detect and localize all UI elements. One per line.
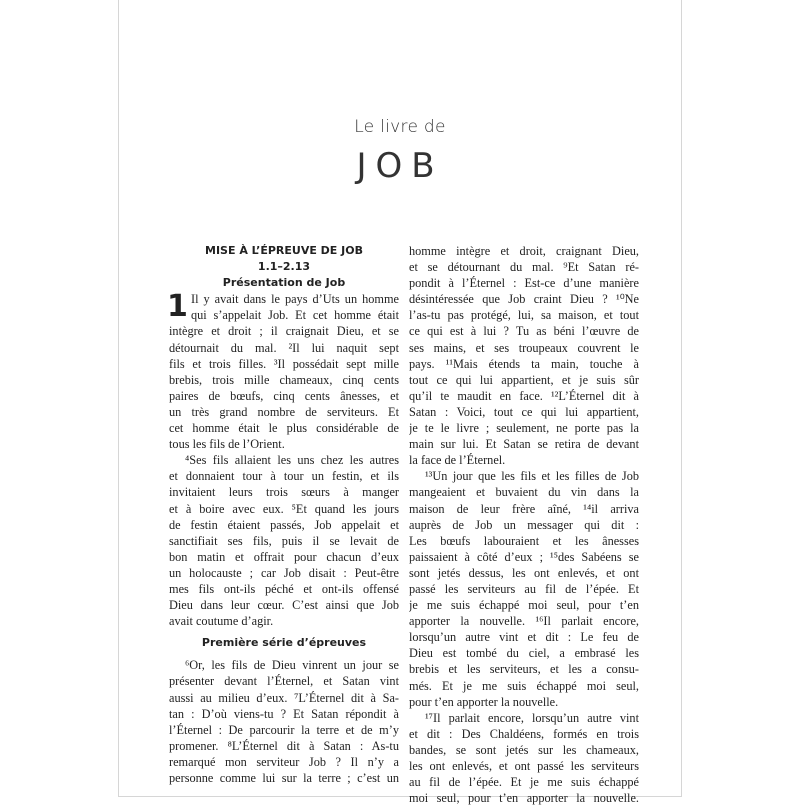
text-line: et donnaient tour à tour un festin, et ils xyxy=(169,469,399,484)
text-line: cet homme était le plus considérable de xyxy=(169,421,399,436)
text-line: au fil de l’épée. Et je me suis échappé xyxy=(409,775,639,790)
text-line: tan : D’où viens-tu ? Et Satan répondit à xyxy=(169,706,399,721)
text-line: maison de leur frère aîné, ¹⁴il arriva xyxy=(409,501,639,516)
text-line: pondit à l’Éternel : Est-ce d’une manière xyxy=(409,276,639,291)
text-line: brebis, trois mille chameaux, cinq cents xyxy=(169,372,399,387)
text-line: tous les fils de l’Orient. xyxy=(169,437,285,452)
text-line: ce qui est à lui ? Tu as béni l’œuvre de xyxy=(409,324,639,339)
text-line: mangeaient et buvaient du vin dans la xyxy=(409,485,639,500)
text-line: avait coutume d’agir. xyxy=(169,614,274,629)
subheading-first-trials: Première série d’épreuves xyxy=(201,636,367,650)
text-line: brebis et les serviteurs, et les a consu- xyxy=(409,662,639,677)
book-title-prefix: Le livre de xyxy=(354,117,446,137)
text-line: ¹⁷Il parlait encore, lorsqu’un autre vint xyxy=(425,710,639,725)
chapter-block xyxy=(169,291,399,323)
text-line: paissaient à côté d’eux ; ¹⁵des Sabéens se xyxy=(409,549,639,564)
text-line: pays. ¹¹Mais étends ta main, touche à xyxy=(409,356,639,371)
text-line: un holocauste ; car Job disait : Peut-être xyxy=(169,565,399,580)
text-line: més. Et je me suis échappé moi seul, xyxy=(409,678,639,693)
section-heading: MISE À L’ÉPREUVE DE JOB xyxy=(205,244,363,257)
text-line: et se détournant du mal. ⁹Et Satan ré- xyxy=(409,260,639,275)
text-line: je te le livre ; seulement, ne porte pas la xyxy=(409,421,639,436)
text-line: ⁴Ses fils allaient les uns chez les autres xyxy=(185,453,399,468)
text-line: la face de l’Éternel. xyxy=(409,453,506,468)
book-page xyxy=(118,0,682,806)
text-line: détournait du mal. ²Il lui naquit sept xyxy=(169,340,399,355)
text-line: l’Éternel : De parcourir la terre et de m’y xyxy=(169,722,399,737)
text-line: un très grand nombre de serviteurs. Et xyxy=(169,404,399,419)
text-line: sont jetés dessus, les ont enlevés, et ont xyxy=(409,565,639,580)
text-line: Il y avait dans le pays d’Uts un homme xyxy=(191,292,399,307)
text-line: les ont enlevés, et ont passé les serviteurs xyxy=(409,759,639,773)
text-line: ¹³Un jour que les fils et les filles de Job xyxy=(425,469,639,484)
text-line: auprès de Job un messager qui dit : xyxy=(409,517,639,532)
text-line: bandes, se sont jetés sur les chameaux, xyxy=(409,742,639,757)
text-line: promener. ⁸L’Éternel dit à Satan : As-tu xyxy=(169,738,399,753)
text-line: mes fils ont-ils péché et ont-ils offensé xyxy=(169,581,399,596)
right-column xyxy=(409,243,639,806)
text-line: invitaient leurs trois sœurs à manger xyxy=(169,485,399,500)
text-line: sanctifiait ses fils, puis il se levait de xyxy=(169,533,399,548)
text-line: je me suis échappé moi seul, pour t’en xyxy=(409,598,639,613)
text-line: fils et trois filles. ³Il possédait sept mille xyxy=(169,356,399,371)
text-line: désintéressée que Job craint Dieu ? ¹⁰Ne xyxy=(409,292,639,307)
text-line: bon matin et offrait pour chacun d’eux xyxy=(169,549,399,564)
text-line: ses mains, et ses troupeaux couvrent le xyxy=(409,340,639,355)
text-line: tout ce qui lui appartient, et je suis sûr xyxy=(409,372,639,387)
text-line: apporter la nouvelle. ¹⁶Il parlait encore, xyxy=(409,614,639,629)
text-line: moi seul, pour t’en apporter la nouvelle. xyxy=(409,791,639,806)
text-line: Satan : Voici, tout ce qui lui appartient, xyxy=(409,404,639,419)
text-line: main sur lui. Et Satan se retira de devant xyxy=(409,437,639,452)
chapter-number: 1 xyxy=(167,289,188,325)
text-line: l’as-tu pas protégé, lui, sa maison, et tout xyxy=(409,308,639,323)
section-range: 1.1–2.13 xyxy=(257,260,311,274)
text-line: présenter devant l’Éternel, et Satan vint xyxy=(169,674,399,689)
text-line: paires de bœufs, cinq cents ânesses, et xyxy=(169,388,399,403)
text-line: Les bœufs labouraient et les ânesses xyxy=(409,533,639,548)
text-line: qu’il te maudit en face. ¹²L’Éternel dit à xyxy=(409,388,639,403)
book-title: JOB xyxy=(356,146,444,186)
text-line: qui s’appelait Job. Et cet homme était xyxy=(191,308,399,323)
text-line: ⁶Or, les fils de Dieu vinrent un jour se xyxy=(185,658,399,673)
text-line: lorsqu’un autre vint et dit : Le feu de xyxy=(409,630,639,645)
text-line: passé les serviteurs au fil de l’épée. Et xyxy=(409,581,639,596)
text-line: aussi au milieu d’eux. ⁷L’Éternel dit à Sa- xyxy=(169,690,399,705)
text-line: pour t’en apporter la nouvelle. xyxy=(409,694,559,709)
text-line: Dieu dans leur cœur. C’est ainsi que Job xyxy=(169,598,399,613)
left-column xyxy=(169,243,399,786)
text-line: et à boire avec eux. ⁵Et quand les jours xyxy=(169,501,399,516)
text-line: Dieu est tombé du ciel, a embrasé les xyxy=(409,646,639,661)
text-line: de festin étaient passés, Job appelait et xyxy=(169,517,399,532)
text-line: homme intègre et droit, craignant Dieu, xyxy=(409,244,639,258)
text-line: et dit : Des Chaldéens, formés en trois xyxy=(409,726,639,741)
text-line: personne comme lui sur la terre ; c’est un xyxy=(169,771,399,785)
subheading-presentation: Présentation de Job xyxy=(222,276,346,290)
text-line: remarqué mon serviteur Job ? Il n’y a xyxy=(169,754,399,769)
text-line: intègre et droit ; il craignait Dieu, et se xyxy=(169,324,399,339)
